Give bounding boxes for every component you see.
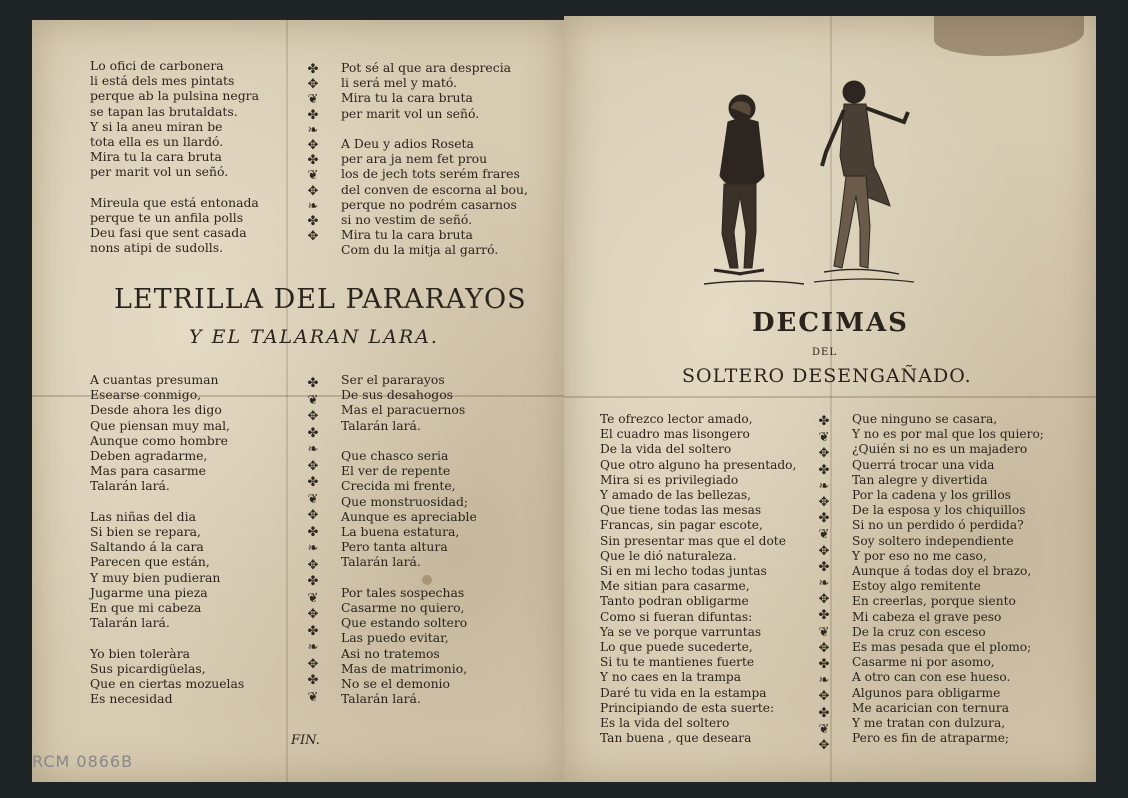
decimas-column-left: Te ofrezco lector amado, El cuadro mas lisongero De la vida del soltero Que otro alguno ha presentado, Mira si es privilegiado Y amado de las bellezas, Que tiene todas las mesas Francas, sin pagar escote, Sin presentar mas que el dote Que le dió naturaleza. Si en mi lecho todas juntas Me sitian para casarme, Tanto podran obligarme Como si fueran difuntas: Ya se ve porque varruntas Lo que puede sucederte, Si tu te mantienes fuerte Y no caes en la trampa Daré tu vida en la estampa Principiando de esta suerte: Es la vida del soltero Tan buena , que deseara xyxy=(600,412,797,746)
woodcut-illustration xyxy=(694,56,954,306)
verse-column-left-top: Lo ofici de carbonera li está dels mes pintats perque ab la pulsina negra se tapan las brutaldats. Y si la aneu miran be tota ella es un llardó. Mira tu la cara bruta per marit vol un señó. Mireula que está entonada perque te un anfila polls Deu fasi que sent casada nons atipi de sudolls. xyxy=(90,58,259,256)
flourish-divider: ✤ ✥ ❦ ✤ ❧ ✥ ✤ ❦ ✥ ❧ ✤ ✥ xyxy=(307,62,319,245)
soltero-subtitle: SOLTERO DESENGAÑADO. xyxy=(682,365,972,387)
flourish-divider: ✤ ❦ ✥ ✤ ❧ ✥ ✤ ❦ ✥ ✤ ❧ ✥ ✤ ❦ ✥ ✤ ❧ ✥ ✤ ❦ xyxy=(307,376,319,705)
verse-column-right-bottom: Ser el pararayos De sus desahogos Mas el paracuernos Talarán lará. Que chasco seria El ver de repente Crecida mi frente, Que monstruosidad; Aunque es apreciable La buena estatura, Pero tanta altura Talarán lará. Por tales sospechas Casarme no quiero, Que estando soltero Las puedo evitar, Asi no tratemos Mas de matrimonio, No se el demonio Talarán lará. xyxy=(341,372,477,707)
right-page xyxy=(564,16,1096,782)
decimas-title: DECIMAS xyxy=(752,308,909,338)
catalog-mark: RCM 0866B xyxy=(32,752,134,771)
left-page xyxy=(32,20,566,782)
decimas-column-right: Que ninguno se casara, Y no es por mal que los quiero; ¿Quién si no es un majadero Querrá trocar una vida Tan alegre y divertida Por la cadena y los grillos De la esposa y los chiquillos Si no un perdido ó perdida? Soy soltero independiente Y por eso no me caso, Aunque á todas doy el brazo, Estoy algo remitente En creerlas, porque siento Mi cabeza el grave peso De la cruz con esceso Es mas pesada que el plomo; Casarme ni por asomo, A otro can con ese hueso. Algunos para obligarme Me acarician con ternura Y me tratan con dulzura, Pero es fin de atraparme; xyxy=(852,412,1044,746)
verse-column-right-top: Pot sé al que ara desprecia li será mel y mató. Mira tu la cara bruta per marit vol un señó. A Deu y adios Roseta per ara ja nem fet prou los de jech tots serém frares del conven de escorna al bou, perque no podrém casarnos si no vestim de señó. Mira tu la cara bruta Com du la mitja al garró. xyxy=(341,60,528,258)
flourish-divider: ✤ ❦ ✥ ✤ ❧ ✥ ✤ ❦ ✥ ✤ ❧ ✥ ✤ ❦ ✥ ✤ ❧ ✥ ✤ ❦ ✥ xyxy=(818,414,830,754)
fin-mark: FIN. xyxy=(291,733,320,748)
del-word: DEL xyxy=(812,347,837,358)
fold-line xyxy=(286,20,288,782)
letrilla-subtitle: Y EL TALARAN LARA. xyxy=(189,326,439,348)
verse-column-left-bottom: A cuantas presuman Esearse conmigo, Desde ahora les digo Que piensan muy mal, Aunque como hombre Deben agradarme, Mas para casarme Talarán lará. Las niñas del dia Si bien se repara, Saltando á la cara Parecen que están, Y muy bien pudieran Jugarme una pieza En que mi cabeza Talarán lará. Yo bien toleràra Sus picardigüelas, Que en ciertas mozuelas Es necesidad xyxy=(90,372,245,707)
letrilla-title: LETRILLA DEL PARARAYOS xyxy=(114,284,527,315)
stain xyxy=(934,16,1084,56)
